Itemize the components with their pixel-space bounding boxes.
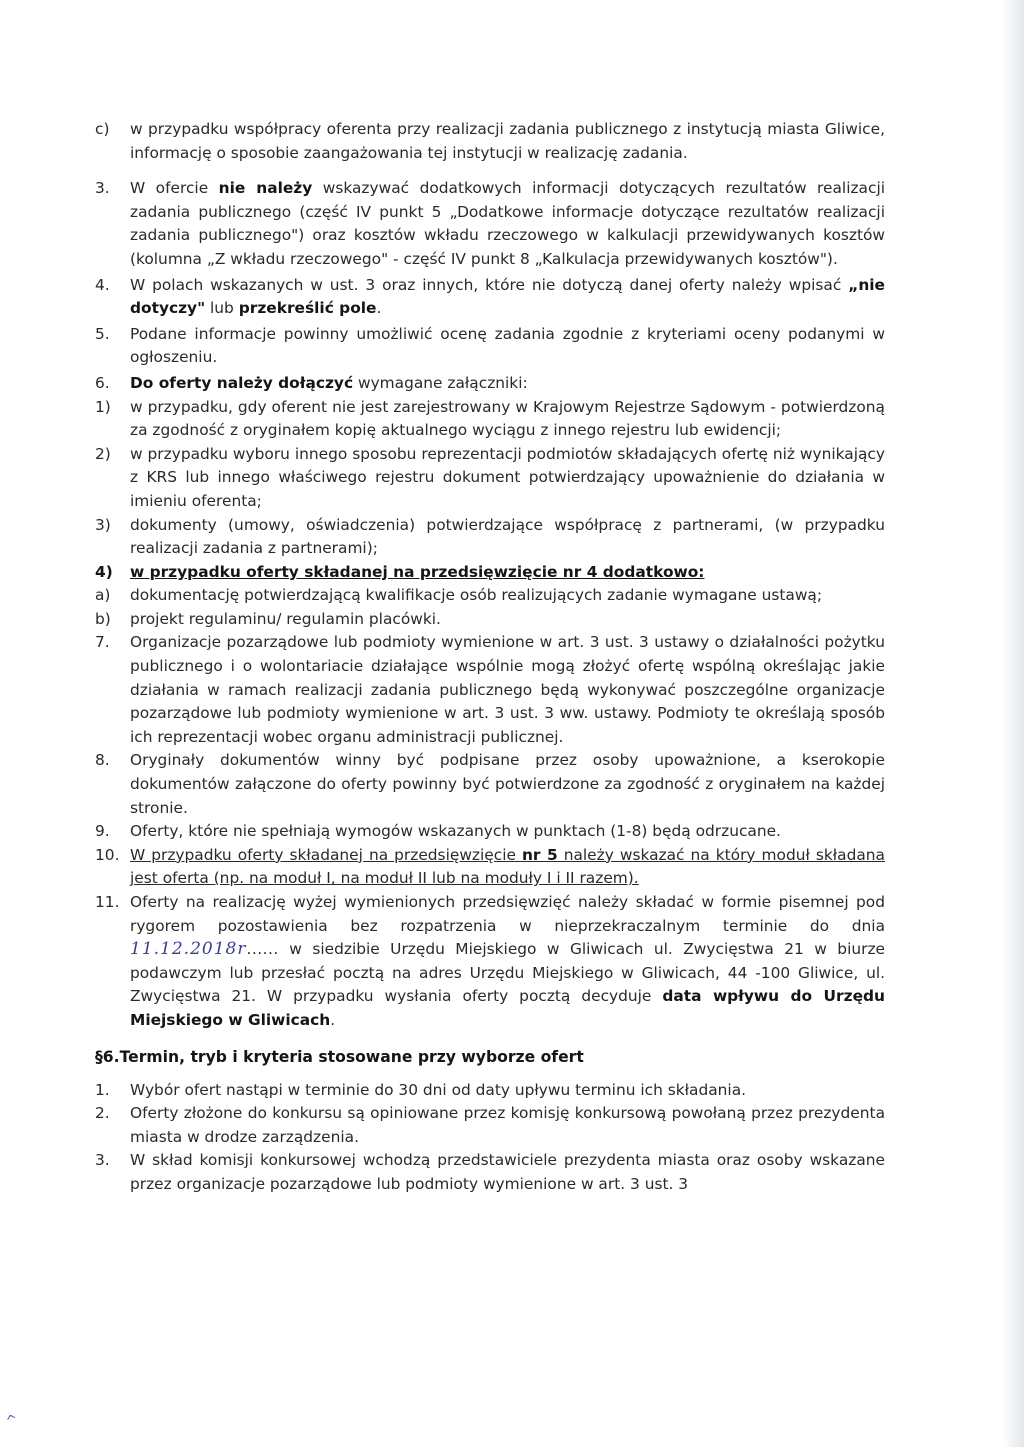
item-text: dokumenty (umowy, oświadczenia) potwierdzające współpracę z partnerami, (w przypadku realizacji zadania z partnerami); [130, 515, 885, 558]
scan-edge-shadow [1002, 0, 1024, 1447]
section-item-1 [95, 1079, 885, 1103]
text-segment: lub [205, 299, 239, 318]
bold-segment: Do oferty należy dołączyć [130, 373, 354, 392]
item-text: w przypadku oferty składanej na przedsięwzięcie nr 4 dodatkowo: [130, 562, 705, 581]
item-number: 6. [95, 373, 110, 392]
sublist-item-1 [95, 396, 885, 443]
item-number: 5. [95, 324, 110, 343]
item-number: 3. [95, 1151, 110, 1170]
item-number: 11. [95, 893, 120, 911]
bold-segment: przekreślić pole [238, 299, 377, 318]
item-number: 2) [95, 444, 111, 463]
text-segment: Oferty na realizację wyżej wymienionych przedsięwzięć należy składać w formie pisemnej pod rygorem pozostawienia bez rozpatrzenia w nieprzekraczalnym terminie do dnia [130, 893, 885, 935]
item-number: 4. [95, 275, 110, 294]
dotted-line: ...... [246, 940, 279, 959]
list-item-9 [95, 820, 885, 844]
list-item-7 [95, 631, 885, 749]
item-text [130, 844, 885, 891]
item-number: 8. [95, 751, 110, 770]
item-number: a) [95, 586, 111, 605]
text-segment: w siedzibie Urzędu Miejskiego w Gliwicach ul. Zwycięstwa 21 w biurze podawczym lub przesłać pocztą na adres Urzędu Miejskiego w Gliwicach, 44 -100 Gliwice, ul. Zwycięstwa 21. W przypadku wysłania oferty pocztą decyduje [130, 940, 885, 1006]
section-heading: §6.Termin, tryb i kryteria stosowane przy wyborze ofert [95, 1047, 584, 1066]
bold-segment: data wpływu do Urzędu Miejskiego w Gliwicach [130, 987, 886, 1029]
list-item-8 [95, 749, 885, 820]
item-text [130, 177, 885, 271]
item-text: Organizacje pozarządowe lub podmioty wymienione w art. 3 ust. 3 ustawy o działalności pożytku publicznego i o wolontariacie działające wspólnie mogą złożyć ofertę wspólną określając jakie działania w ramach realizacji zadania publicznego będą wykonywać poszczególne organizacje pozarządowe lub podmioty wymienione w art. 3 ust. 3 ww. ustawy. Podmioty te określają sposób ich reprezentacji wobec organu administracji publicznej. [130, 633, 885, 746]
sublist-item-2 [95, 443, 885, 514]
item-number: 3. [95, 179, 110, 198]
item-text: Wybór ofert nastąpi w terminie do 30 dni od daty upływu terminu ich składania. [130, 1080, 747, 1099]
item-text: Podane informacje powinny umożliwić ocenę zadania zgodnie z kryteriami oceny podanymi w ogłoszeniu. [130, 324, 885, 367]
item-text: W skład komisji konkursowej wchodzą przedstawiciele prezydenta miasta oraz osoby wskazane przez organizacje pozarządowe lub podmioty wymienione w art. 3 ust. 3 [130, 1151, 885, 1193]
item-text: w przypadku, gdy oferent nie jest zarejestrowany w Krajowym Rejestrze Sądowym - potwierdzoną za zgodność z oryginałem kopię aktualnego wyciągu z innego rejestru lub ewidencji; [130, 397, 885, 440]
sublist-item-4 [95, 561, 885, 585]
list-item-10 [95, 844, 885, 891]
section-item-2 [95, 1102, 885, 1149]
list-item-11 [95, 891, 885, 1033]
text-segment: W przypadku oferty składanej na przedsięwzięcie [130, 845, 522, 864]
text-segment: W polach wskazanych w ust. 3 oraz innych, które nie dotyczą danej oferty należy wpisać [130, 275, 849, 294]
item-number: 1) [95, 397, 111, 416]
text-segment: W ofercie [130, 179, 219, 198]
corner-mark: ^ [4, 1411, 20, 1431]
item-number: 3) [95, 515, 111, 534]
item-text: w przypadku wyboru innego sposobu reprezentacji podmiotów składających ofertę niż wynikający z KRS lub innego właściwego rejestru dokument potwierdzający upoważnienie do działania w imieniu oferenta; [130, 444, 885, 510]
item-text: Oferty złożone do konkursu są opiniowane przez komisję konkursową powołaną przez prezydenta miasta w drodze zarządzenia. [130, 1104, 885, 1146]
sublist-item-b [95, 608, 885, 632]
item-text: Oferty, które nie spełniają wymogów wskazanych w punktach (1-8) będą odrzucane. [130, 822, 781, 841]
item-text: dokumentację potwierdzającą kwalifikacje osób realizujących zadanie wymagane ustawą; [130, 586, 823, 605]
sublist-item-3 [95, 514, 885, 561]
sublist-item-a [95, 584, 885, 608]
text-segment: należy wskazać na który moduł składana jest oferta (np. na moduł I, na moduł II lub na moduły I i II razem). [130, 845, 885, 888]
item-number: c) [95, 120, 110, 138]
item-number: 7. [95, 633, 110, 652]
item-text [130, 891, 885, 1033]
text-segment: wskazywać dodatkowych informacji dotyczących rezultatów realizacji zadania publicznego (część IV punkt 5 „Dodatkowe informacje dotyczące rezultatów realizacji zadania publicznego") oraz kosztów wkładu rzeczowego w kalkulacji przewidywanych kosztów (kolumna „Z wkładu rzeczowego" - część IV punkt 8 „Kalkulacja przewidywanych kosztów"). [130, 179, 885, 268]
item-text [130, 372, 885, 396]
item-number: 10. [95, 845, 120, 864]
list-item-3 [95, 177, 885, 271]
item-text: Oryginały dokumentów winny być podpisane przez osoby upoważnione, a kserokopie dokumentów załączone do oferty powinny być potwierdzone za zgodność z oryginałem na każdej stronie. [130, 751, 885, 817]
item-number: 4) [95, 562, 113, 581]
bold-segment: nie należy [218, 179, 313, 198]
item-number: 9. [95, 822, 110, 841]
item-number: 2. [95, 1104, 110, 1123]
text-segment: wymagane załączniki: [353, 373, 528, 392]
list-item-c [95, 118, 885, 165]
list-item-4 [95, 274, 885, 321]
handwritten-date: 11.12.2018r [130, 939, 247, 960]
list-item-6 [95, 372, 885, 396]
text-segment: . [330, 1010, 336, 1029]
item-number: 1. [95, 1080, 110, 1099]
section-item-3 [95, 1149, 885, 1196]
bold-segment: nr 5 [521, 845, 558, 864]
text-segment: . [376, 299, 382, 318]
document-page [95, 118, 885, 1197]
item-text: projekt regulaminu/ regulamin placówki. [130, 609, 441, 628]
list-item-5 [95, 323, 885, 370]
item-text: w przypadku współpracy oferenta przy realizacji zadania publicznego z instytucją miasta Gliwice, informację o sposobie zaangażowania tej instytucji w realizację zadania. [130, 120, 885, 162]
bold-segment: „nie dotyczy" [130, 275, 885, 318]
item-text [130, 274, 885, 321]
item-number: b) [95, 609, 111, 628]
